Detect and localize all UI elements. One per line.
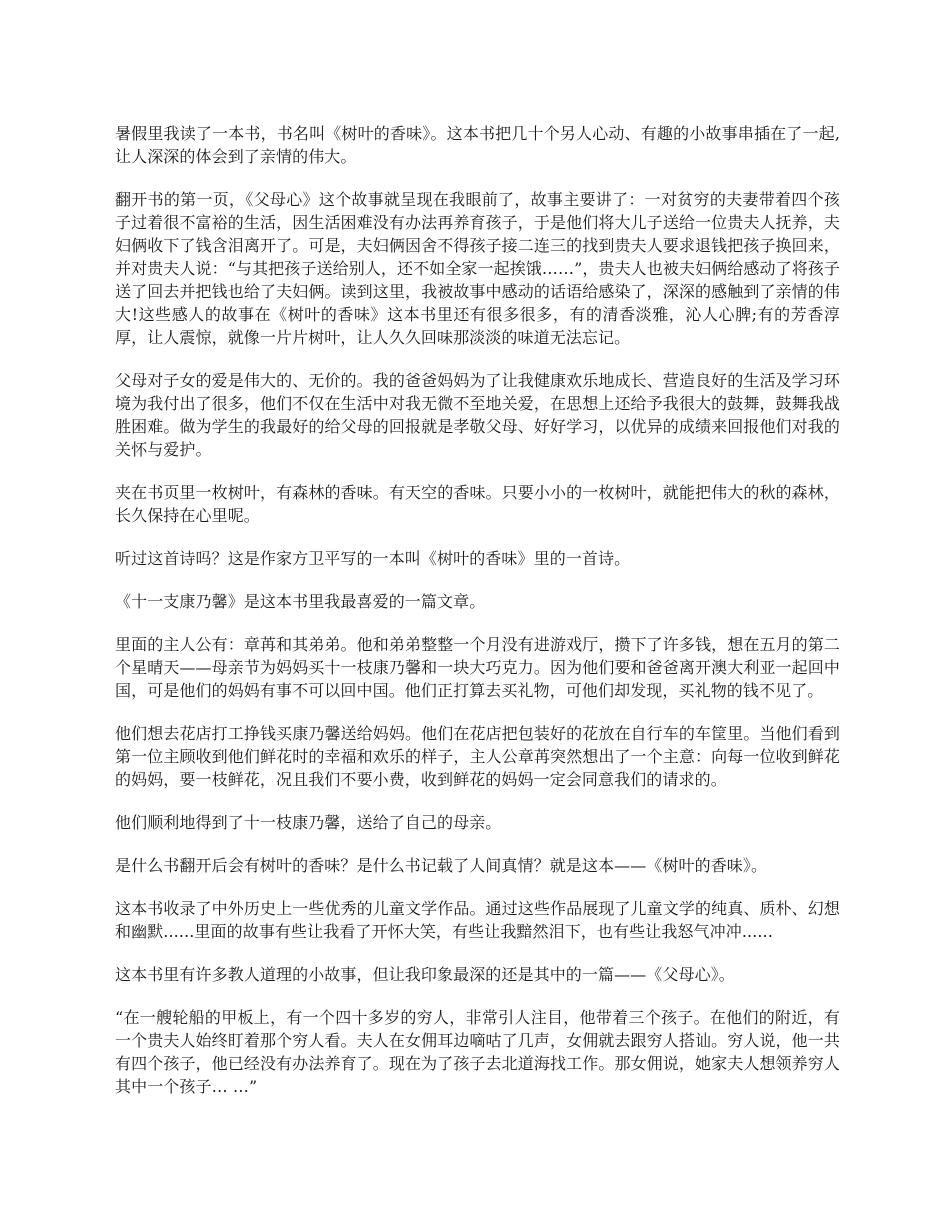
paragraph-11: 这本书收录了中外历史上一些优秀的儿童文学作品。通过这些作品展现了儿童文学的纯真、质朴、幻想和幽默......里面的故事有些让我看了开怀大笑，有些让我黯然泪下，也有些让我怒气冲冲...... <box>115 899 840 941</box>
paragraph-8: 他们想去花店打工挣钱买康乃馨送给妈妈。他们在花店把包装好的花放在自行车的车筐里。当他们看到第一位主顾收到他们鲜花时的幸福和欢乐的样子，主人公章苒突然想出了一个主意：向每一位收到鲜花的妈妈，要一枝鲜花，况且我们不要小费，收到鲜花的妈妈一定会同意我们的请求的。 <box>115 724 840 789</box>
paragraph-7: 里面的主人公有：章苒和其弟弟。他和弟弟整整一个月没有进游戏厅，攒下了许多钱，想在五月的第二个星晴天——母亲节为妈妈买十一枝康乃馨和一块大巧克力。因为他们要和爸爸离开澳大利亚一起回中国，可是他们的妈妈有事不可以回中国。他们正打算去买礼物，可他们却发现，买礼物的钱不见了。 <box>115 635 840 700</box>
document-body <box>115 122 840 1118</box>
paragraph-2: 翻开书的第一页，《父母心》这个故事就呈现在我眼前了，故事主要讲了：一对贫穷的夫妻带着四个孩子过着很不富裕的生活，因生活困难没有办法再养育孩子，于是他们将大儿子送给一位贵夫人抚养，夫妇俩收下了钱含泪离开了。可是，夫妇俩因舍不得孩子接二连三的找到贵夫人要求退钱把孩子换回来，并对贵夫人说：“与其把孩子送给别人，还不如全家一起挨饿……”，贵夫人也被夫妇俩给感动了将孩子送了回去并把钱也给了夫妇俩。读到这里，我被故事中感动的话语给感染了，深深的感触到了亲情的伟大!这些感人的故事在《树叶的香味》这本书里还有很多很多，有的清香淡雅，沁人心脾;有的芳香淳厚，让人震惊，就像一片片树叶，让人久久回味那淡淡的味道无法忘记。 <box>115 190 840 347</box>
paragraph-1: 暑假里我读了一本书，书名叫《树叶的香味》。这本书把几十个另人心动、有趣的小故事串插在了一起,让人深深的体会到了亲情的伟大。 <box>115 124 840 166</box>
paragraph-4: 夹在书页里一枚树叶，有森林的香味。有天空的香味。只要小小的一枚树叶，就能把伟大的秋的森林，长久保持在心里呢。 <box>115 483 840 525</box>
paragraph-10: 是什么书翻开后会有树叶的香味？是什么书记载了人间真情？就是这本——《树叶的香味》。 <box>115 856 768 875</box>
paragraph-5: 听过这首诗吗？这是作家方卫平写的一本叫《树叶的香味》里的一首诗。 <box>115 549 631 568</box>
paragraph-9: 他们顺利地得到了十一枝康乃馨，送给了自己的母亲。 <box>115 813 502 832</box>
paragraph-6: 《十一支康乃馨》是这本书里我最喜爱的一篇文章。 <box>115 592 486 611</box>
paragraph-13: “在一艘轮船的甲板上，有一个四十多岁的穷人，非常引人注目，他带着三个孩子。在他们的附近，有一个贵夫人始终盯着那个穷人看。夫人在女佣耳边嘀咕了几声，女佣就去跟穷人搭讪。穷人说，他一共有四个孩子，他已经没有办法养育了。现在为了孩子去北道海找工作。那女佣说，她家夫人想领养穷人其中一个孩子… …” <box>115 1008 840 1096</box>
paragraph-3: 父母对子女的爱是伟大的、无价的。我的爸爸妈妈为了让我健康欢乐地成长、营造良好的生活及学习环境为我付出了很多，他们不仅在生活中对我无微不至地关爱，在思想上还给予我很大的鼓舞，鼓舞我战胜困难。做为学生的我最好的给父母的回报就是孝敬父母、好好学习，以优异的成绩来回报他们对我的关怀与爱护。 <box>115 371 840 459</box>
paragraph-12: 这本书里有许多教人道理的小故事，但让我印象最深的还是其中的一篇——《父母心》。 <box>115 965 735 984</box>
